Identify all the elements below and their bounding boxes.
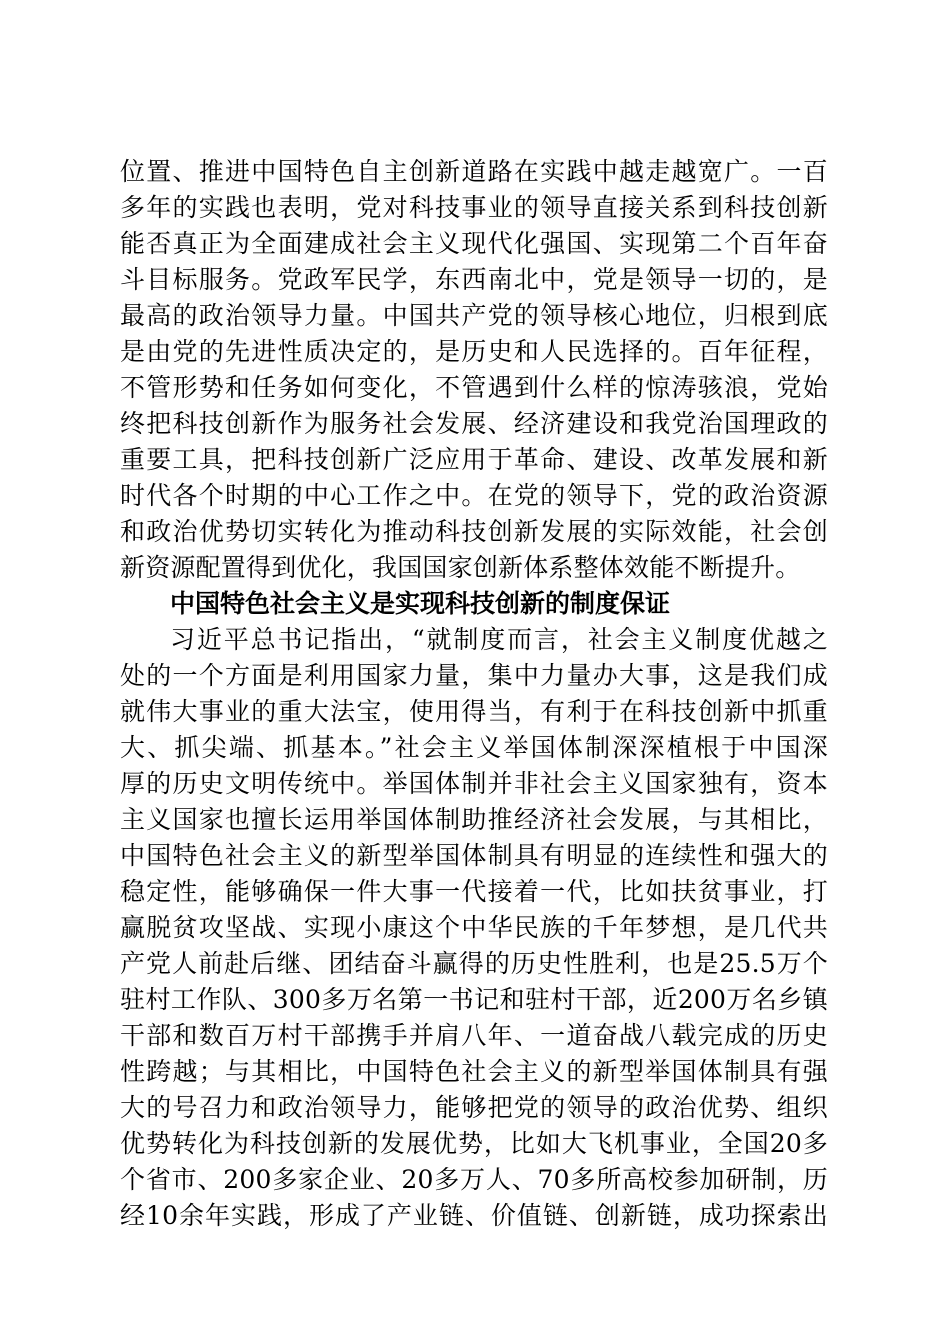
paragraph-line: 主义国家也擅长运用举国体制助推经济社会发展，与其相比，	[120, 805, 828, 834]
paragraph-line: 驻村工作队、300多万名第一书记和驻村干部，近200万名乡镇	[120, 985, 828, 1014]
paragraph-line: 重要工具，把科技创新广泛应用于革命、建设、改革发展和新	[120, 445, 828, 474]
paragraph-line: 性跨越；与其相比，中国特色社会主义的新型举国体制具有强	[120, 1057, 828, 1086]
paragraph-line: 产党人前赴后继、团结奋斗赢得的历史性胜利，也是25.5万个	[120, 949, 828, 978]
paragraph-2	[120, 622, 828, 1234]
paragraph-line: 就伟大事业的重大法宝，使用得当，有利于在科技创新中抓重	[120, 697, 828, 726]
paragraph-line: 新资源配置得到优化，我国国家创新体系整体效能不断提升。	[120, 553, 801, 582]
paragraph-line: 干部和数百万村干部携手并肩八年、一道奋战八载完成的历史	[120, 1021, 828, 1050]
paragraph-line: 优势转化为科技创新的发展优势，比如大飞机事业，全国20多	[120, 1129, 828, 1158]
section-heading: 中国特色社会主义是实现科技创新的制度保证	[170, 589, 671, 618]
paragraph-line: 多年的实践也表明，党对科技事业的领导直接关系到科技创新	[120, 193, 828, 222]
paragraph-line: 赢脱贫攻坚战、实现小康这个中华民族的千年梦想，是几代共	[120, 913, 828, 942]
paragraph-line: 斗目标服务。党政军民学，东西南北中，党是领导一切的，是	[120, 265, 828, 294]
paragraph-line: 位置、推进中国特色自主创新道路在实践中越走越宽广。一百	[120, 157, 828, 186]
paragraph-line: 经10余年实践，形成了产业链、价值链、创新链，成功探索出	[120, 1201, 828, 1230]
paragraph-line: 时代各个时期的中心工作之中。在党的领导下，党的政治资源	[120, 481, 828, 510]
paragraph-line: 终把科技创新作为服务社会发展、经济建设和我党治国理政的	[120, 409, 828, 438]
body-text	[120, 154, 828, 1234]
paragraph-line: 厚的历史文明传统中。举国体制并非社会主义国家独有，资本	[120, 769, 828, 798]
paragraph-line: 能否真正为全面建成社会主义现代化强国、实现第二个百年奋	[120, 229, 828, 258]
paragraph-line: 是由党的先进性质决定的，是历史和人民选择的。百年征程，	[120, 337, 828, 366]
paragraph-line: 中国特色社会主义的新型举国体制具有明显的连续性和强大的	[120, 841, 828, 870]
paragraph-line: 大、抓尖端、抓基本。”社会主义举国体制深深植根于中国深	[120, 733, 828, 762]
paragraph-1	[120, 154, 828, 586]
paragraph-line: 稳定性，能够确保一件大事一代接着一代，比如扶贫事业，打	[120, 877, 828, 906]
paragraph-line: 和政治优势切实转化为推动科技创新发展的实际效能，社会创	[120, 517, 828, 546]
paragraph-line: 个省市、200多家企业、20多万人、70多所高校参加研制，历	[120, 1165, 828, 1194]
paragraph-line: 习近平总书记指出，“就制度而言，社会主义制度优越之	[170, 625, 828, 654]
paragraph-line: 最高的政治领导力量。中国共产党的领导核心地位，归根到底	[120, 301, 828, 330]
paragraph-line: 处的一个方面是利用国家力量，集中力量办大事，这是我们成	[120, 661, 828, 690]
paragraph-line: 不管形势和任务如何变化，不管遇到什么样的惊涛骇浪，党始	[120, 373, 828, 402]
paragraph-line: 大的号召力和政治领导力，能够把党的领导的政治优势、组织	[120, 1093, 828, 1122]
